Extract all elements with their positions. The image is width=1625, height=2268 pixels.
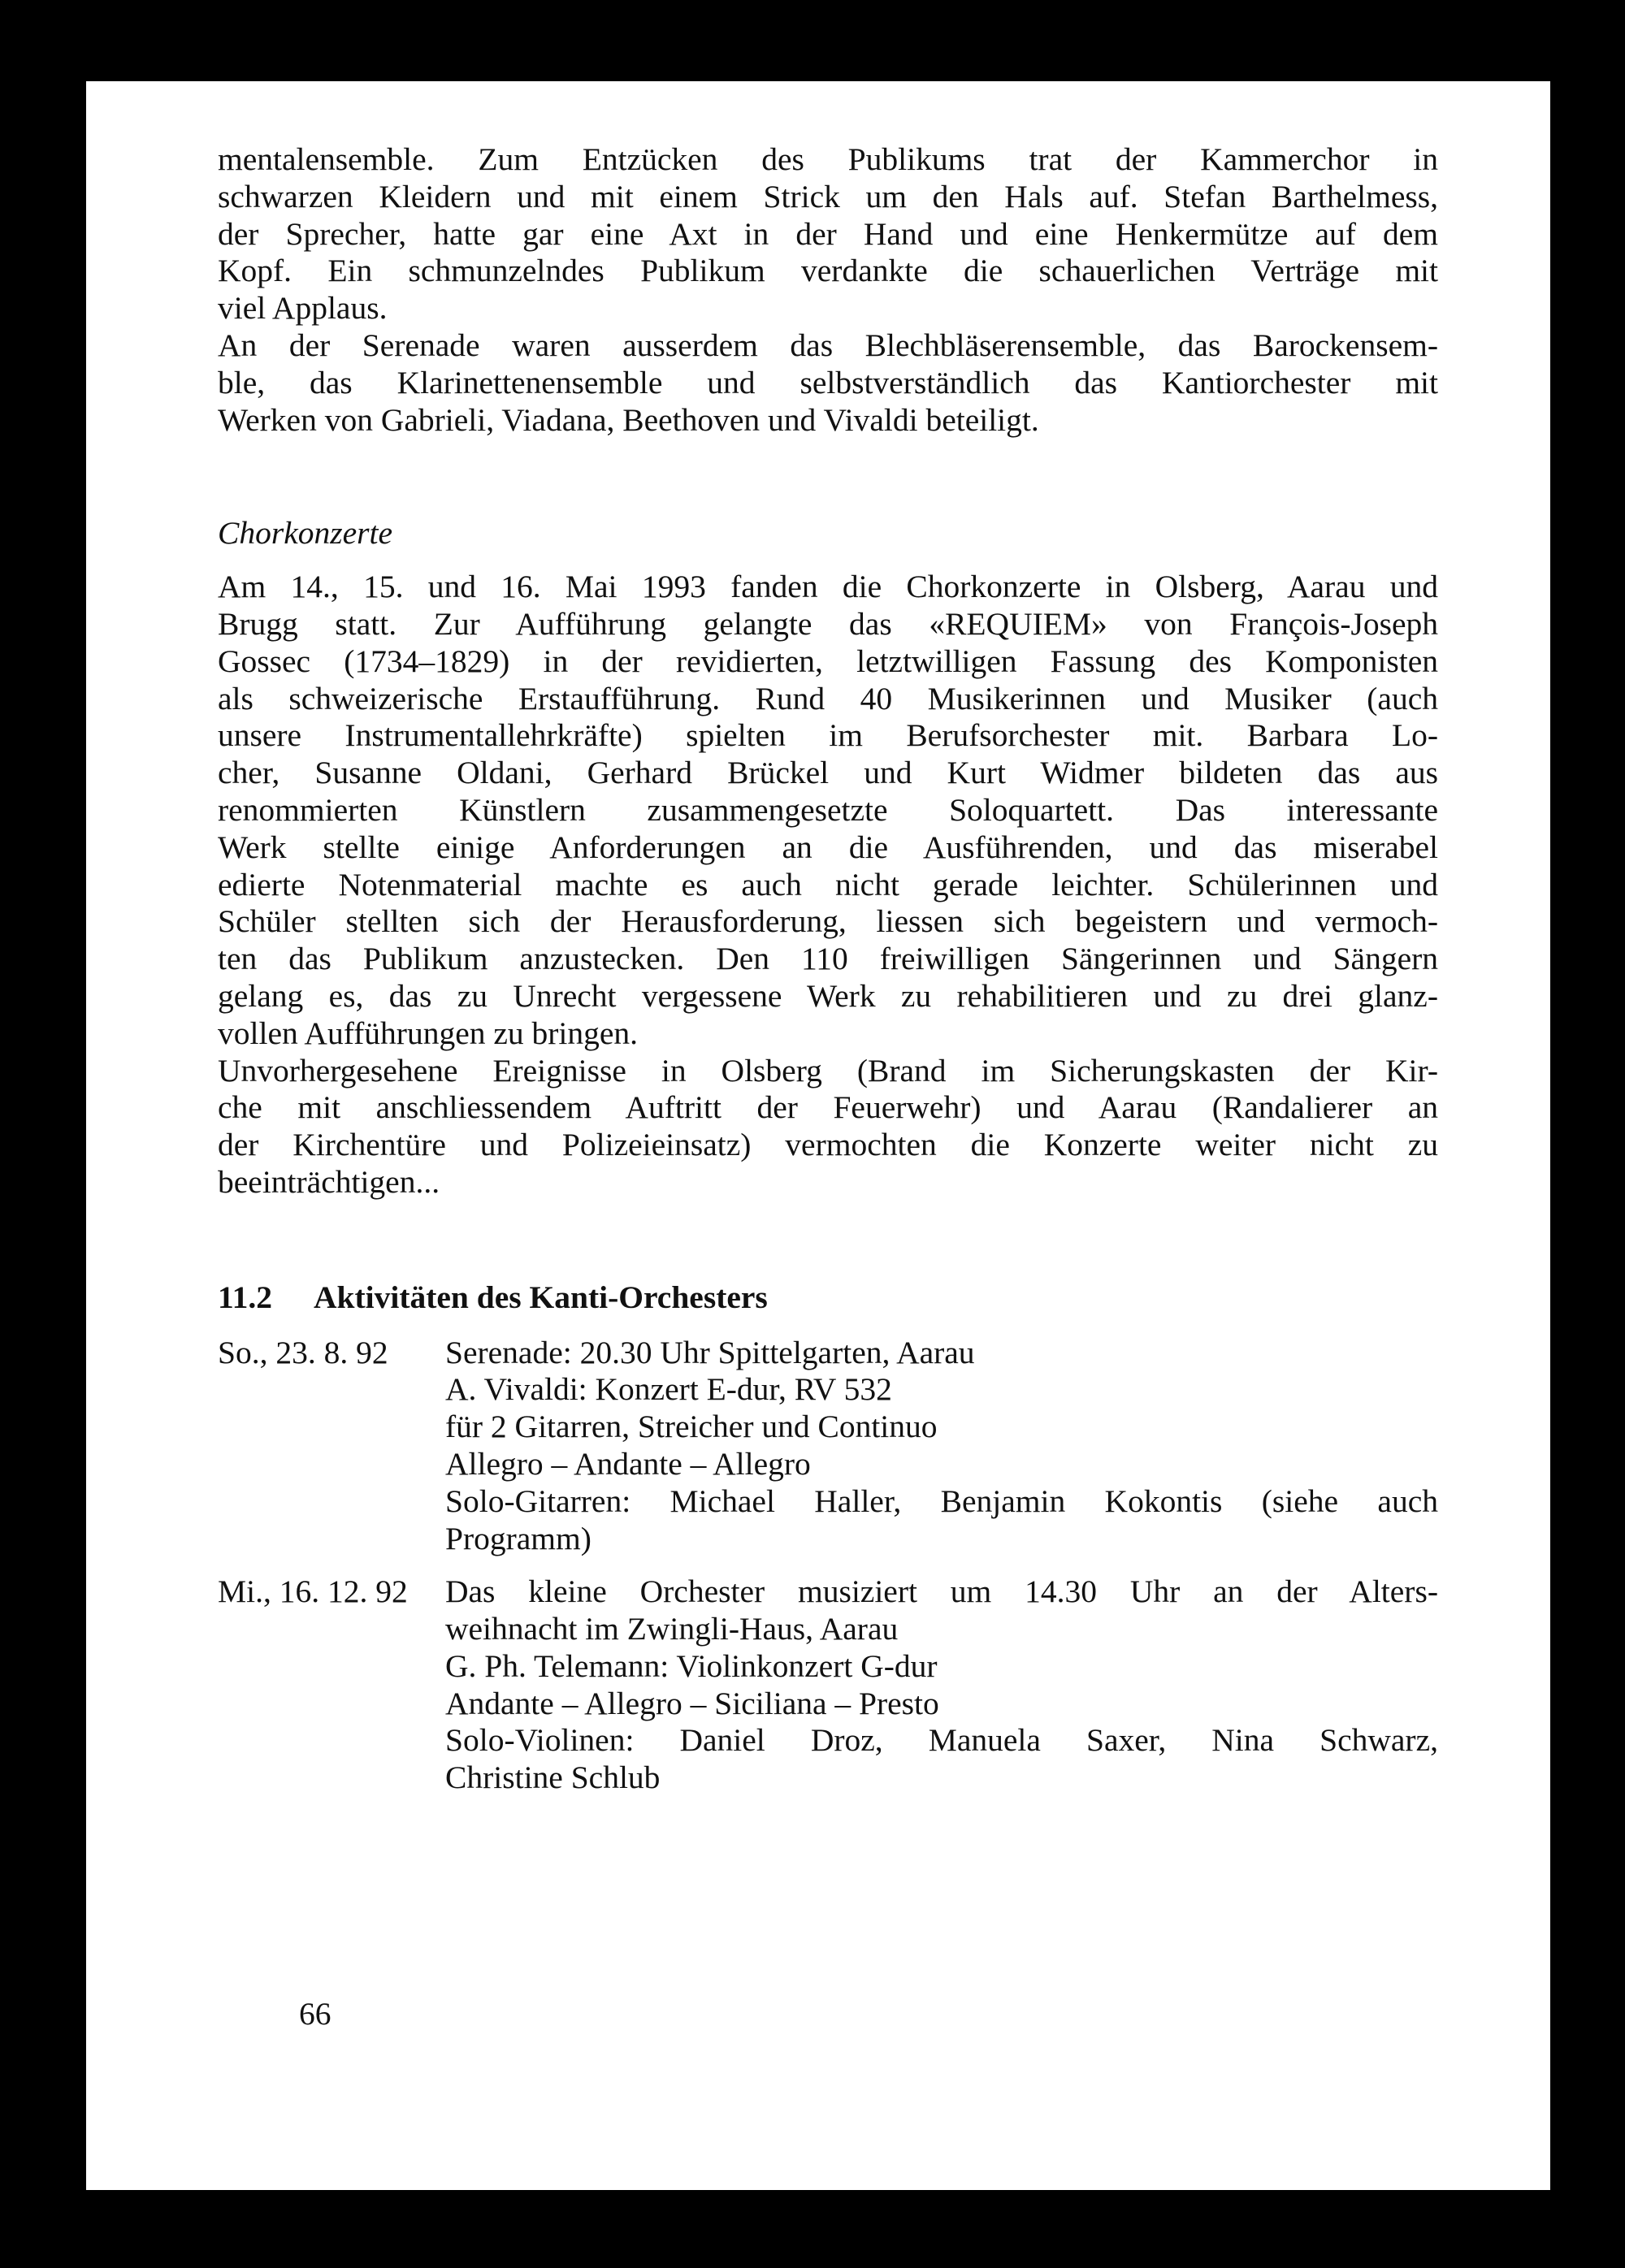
section-title: Aktivitäten des Kanti-Orchesters [314,1279,768,1315]
page-number: 66 [299,1996,332,2032]
page-content [218,141,1438,1813]
paragraph-serenade-ensembles [218,327,1438,439]
subheading-chorkonzerte: Chorkonzerte [218,515,393,552]
text-line: gelang es, das zu Unrecht vergessene Werk zu rehabilitieren und zu drei glanz- [218,977,1438,1014]
text-line: weihnacht im Zwingli-Haus, Aarau [445,1611,899,1647]
paragraph-chorkonzerte-events [218,1053,1438,1201]
event-description [445,1573,1438,1797]
text-line: Serenade: 20.30 Uhr Spittelgarten, Aarau [445,1334,975,1370]
section-heading [218,1279,1438,1317]
event-description [445,1335,1438,1558]
text-line: An der Serenade waren ausserdem das Blechbläserensemble, das Barockensem- [218,327,1438,363]
text-line: Schüler stellten sich der Herausforderung, liessen sich begeistern und vermoch- [218,903,1438,940]
event-date: Mi., 16. 12. 92 [218,1573,408,1610]
text-line: cher, Susanne Oldani, Gerhard Brückel und Kurt Widmer bildeten das aus [218,755,1438,791]
text-line: Christine Schlub [445,1759,661,1796]
text-line: Das kleine Orchester musiziert um 14.30 Uhr an der Alters- [445,1573,1438,1610]
event-entry [218,1335,1438,1558]
text-line: ten das Publikum anzustecken. Den 110 freiwilligen Sängerinnen und Sängern [218,941,1438,977]
text-line: mentalensemble. Zum Entzücken des Publikums trat der Kammerchor in [218,141,1438,177]
text-line: Unvorhergesehene Ereignisse in Olsberg (Brand im Sicherungskasten der Kir- [218,1052,1438,1089]
text-line: für 2 Gitarren, Streicher und Continuo [445,1409,938,1445]
text-line: Werken von Gabrieli, Viadana, Beethoven und Vivaldi beteiligt. [218,401,1039,438]
text-line: Brugg statt. Zur Aufführung gelangte das «REQUIEM» von François-Joseph [218,605,1438,642]
text-line: Programm) [445,1520,592,1556]
text-line: A. Vivaldi: Konzert E-dur, RV 532 [445,1371,892,1408]
paragraph-chorkonzerte-main [218,569,1438,1052]
paragraph-serenade-chor [218,141,1438,327]
event-date: So., 23. 8. 92 [218,1334,388,1370]
text-line: schwarzen Kleidern und mit einem Strick um den Hals auf. Stefan Barthelmess, [218,178,1438,214]
text-line: der Sprecher, hatte gar eine Axt in der Hand und eine Henkermütze auf dem [218,215,1438,252]
text-line: Kopf. Ein schmunzelndes Publikum verdankte die schauerlichen Verträge mit [218,253,1438,289]
text-line: renommierten Künstlern zusammengesetzte Soloquartett. Das interessante [218,791,1438,828]
text-line: che mit anschliessendem Auftritt der Feuerwehr) und Aarau (Randalierer an [218,1089,1438,1126]
text-line: Solo-Violinen: Daniel Droz, Manuela Saxer, Nina Schwarz, [445,1722,1438,1759]
text-line: der Kirchentüre und Polizeieinsatz) vermochten die Konzerte weiter nicht zu [218,1127,1438,1163]
text-line: unsere Instrumentallehrkräfte) spielten im Berufsorchester mit. Barbara Lo- [218,717,1438,754]
text-line: Werk stellte einige Anforderungen an die Ausführenden, und das miserabel [218,829,1438,865]
text-line: Solo-Gitarren: Michael Haller, Benjamin Kokontis (siehe auch [445,1482,1438,1519]
text-line: edierte Notenmaterial machte es auch nicht gerade leichter. Schülerinnen und [218,866,1438,902]
text-line: Andante – Allegro – Siciliana – Presto [445,1685,939,1721]
text-line: als schweizerische Erstaufführung. Rund 40 Musikerinnen und Musiker (auch [218,680,1438,716]
text-line: Gossec (1734–1829) in der revidierten, letztwilligen Fassung des Komponisten [218,643,1438,679]
text-line: viel Applaus. [218,290,388,327]
text-line: Allegro – Andante – Allegro [445,1445,811,1482]
section-number: 11.2 [218,1279,272,1315]
text-line: ble, das Klarinettenensemble und selbstverständlich das Kantiorchester mit [218,364,1438,400]
text-line: vollen Aufführungen zu bringen. [218,1015,639,1051]
text-line: beeinträchtigen... [218,1163,440,1200]
event-entry [218,1573,1438,1797]
text-line: Am 14., 15. und 16. Mai 1993 fanden die Chorkonzerte in Olsberg, Aarau und [218,569,1438,605]
text-line: G. Ph. Telemann: Violinkonzert G-dur [445,1647,938,1684]
